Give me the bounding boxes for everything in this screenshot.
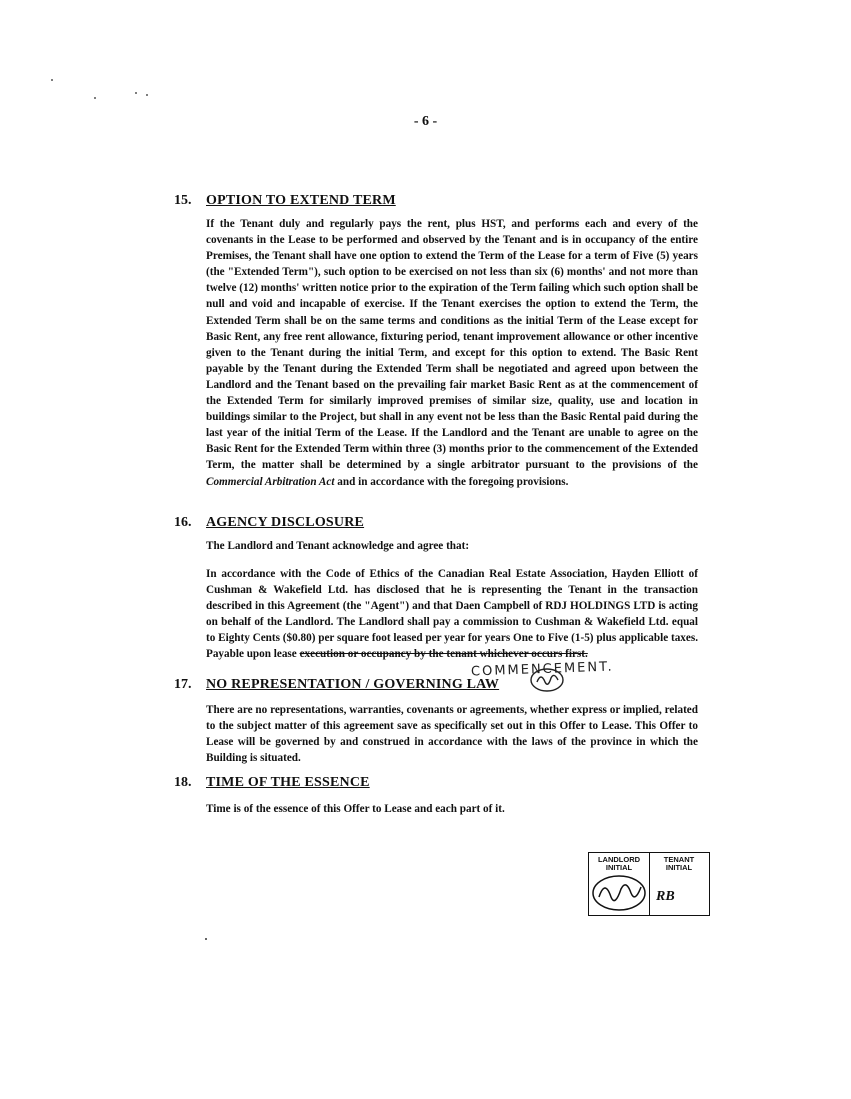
body-text: If the Tenant duly and regularly pays the rent, plus HST, and performs each and every of the covenants in the Lease to be performed and observed by the Tenant and is in occupancy of the entire Premises, the Tenant shall have one option to extend the Term of the Lease for a term of Five (5) years (the "Extended Term"), such option to be exercised on not less than six (6) months' and not more than twelve (12) months' written notice prior to the expiration of the Term failing which such option shall be null and void and incapable of exercise. If the Tenant exercises the option to extend the Term, the Extended Term shall be on the same terms and conditions as the initial Term of the Lease except for Basic Rent, any free rent allowance, fixturing period, tenant improvement allowance or other incentive given to the Tenant during the initial Term, and except for this option to extend. The Basic Rent payable by the Tenant during the Extended Term shall be negotiated and agreed upon between the Landlord and the Tenant based on the prevailing fair market Basic Rent as at the commencement of the Extended Term for similarly improved premises of similar size, quality, use and location in buildings similar to the Project, but shall in any event not be less than the Basic Rental paid during the last year of the initial Term of the Lease. If the Landlord and the Tenant are unable to agree on the Basic Rent for the Extended Term within three (3) months prior to the commencement of the Extended Term, the matter shall be determined by a single arbitrator pursuant to the provisions of the bbox=[206, 218, 698, 472]
handwritten-amendment: COMMENCEMENT. bbox=[470, 659, 614, 680]
page-number: - 6 - bbox=[413, 114, 438, 129]
landlord-initials-signature-icon bbox=[591, 873, 647, 913]
initials-box bbox=[588, 852, 710, 916]
section-heading: NO REPRESENTATION / GOVERNING LAW bbox=[206, 677, 500, 692]
section-body: There are no representations, warranties, covenants or agreements, whether express or implied, related to the subject matter of this agreement save as specifically set out in this Offer to Lease. This Offer to Lease will be governed by and construed in accordance with the laws of the province in which the Building is situated. bbox=[206, 704, 698, 765]
landlord-initial-cell bbox=[589, 853, 650, 915]
section-intro: The Landlord and Tenant acknowledge and agree that: bbox=[206, 540, 470, 552]
scan-speck bbox=[51, 79, 53, 81]
section-body bbox=[206, 216, 698, 490]
section-heading: TIME OF THE ESSENCE bbox=[206, 775, 370, 790]
body-text: and in accordance with the foregoing provisions. bbox=[334, 475, 569, 488]
initials-scribble-icon bbox=[528, 666, 568, 696]
section-number: 15. bbox=[174, 193, 192, 208]
tenant-initial-cell bbox=[650, 853, 708, 915]
tenant-initials: RB bbox=[656, 889, 675, 904]
struck-text: execution or occupancy by the tenant whichever occurs first. bbox=[299, 648, 588, 661]
section-body bbox=[206, 566, 698, 663]
section-number: 17. bbox=[174, 677, 192, 692]
section-heading: OPTION TO EXTEND TERM bbox=[206, 193, 396, 208]
landlord-initial-label: LANDLORD INITIAL bbox=[597, 855, 641, 872]
act-title: Commercial Arbitration Act bbox=[206, 475, 335, 488]
scan-speck bbox=[205, 938, 207, 940]
scan-speck bbox=[146, 94, 148, 96]
scan-speck bbox=[94, 97, 96, 99]
scan-speck bbox=[135, 92, 137, 94]
tenant-initial-label: TENANT INITIAL bbox=[663, 855, 695, 872]
body-text: In accordance with the Code of Ethics of the Canadian Real Estate Association, Hayden Elliott of Cushman & Wakefield Ltd. has disclosed that he is representing the Tenant in the transaction described in this Agreement (the "Agent") and that Daen Campbell of RDJ HOLDINGS LTD is acting on behalf of the Landlord. The Landlord shall pay a commission to Cushman & Wakefield Ltd. equal to Eighty Cents ($0.80) per square foot leased per year for years One to Five (1-5) plus applicable taxes. Payable upon lease bbox=[206, 568, 698, 661]
section-heading: AGENCY DISCLOSURE bbox=[206, 515, 365, 530]
section-number: 16. bbox=[174, 515, 192, 530]
section-body: Time is of the essence of this Offer to Lease and each part of it. bbox=[206, 803, 505, 815]
section-number: 18. bbox=[174, 775, 192, 790]
